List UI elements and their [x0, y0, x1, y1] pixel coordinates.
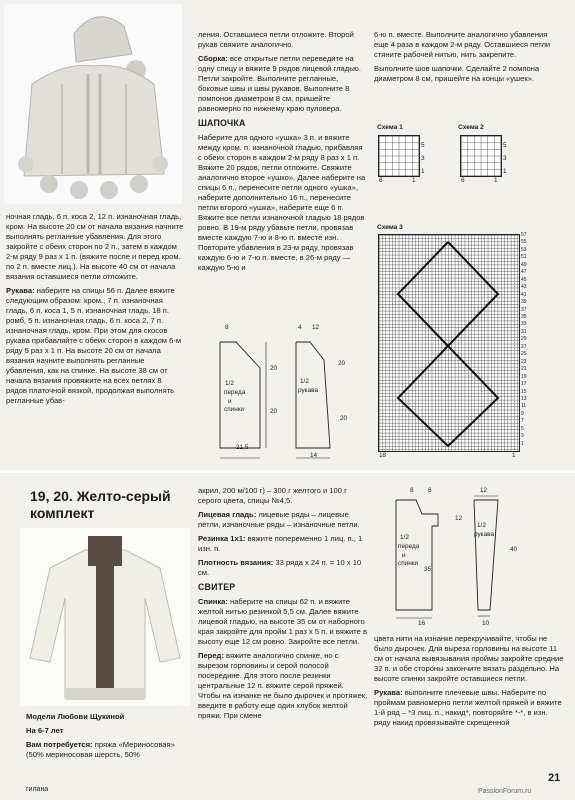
section-2-intro	[26, 712, 194, 764]
paragraph: Выполните шов шапочки. Сделайте 2 помпона диаметром 8 см, пришейте на концы «ушек».	[374, 64, 540, 84]
paragraph	[198, 534, 368, 554]
paragraph-text: выполните плечевые швы. Наберите по проймам равномерно петли желтой пряжей и вяжите 1-й ряд – *3 лиц. п., накид*, повторяйте *-*, в изн. ряду накид провязывайте скрещенной	[374, 688, 562, 728]
scheme-3-row-label: 35	[521, 313, 527, 320]
sweater-illustration	[20, 528, 190, 706]
scheme-1-row-label: 1	[421, 168, 425, 175]
scheme-3-row-label: 23	[521, 358, 527, 365]
scheme-1-col-label: 1	[412, 177, 416, 184]
pattern-sweater-front-back	[384, 492, 464, 622]
paragraph-heading: Спинка:	[198, 596, 228, 606]
pattern-sleeve	[290, 330, 350, 460]
pattern4-label: 40	[510, 546, 518, 553]
scheme-3-row-label: 3	[521, 433, 524, 440]
author-line: Модели Любови Щукиной	[26, 712, 125, 721]
scheme-2-row-label: 5	[503, 142, 507, 149]
scheme-3-row-label: 41	[521, 291, 527, 298]
paragraph	[198, 597, 368, 647]
age-line: На 6-7 лет	[26, 726, 64, 736]
paragraph: цвета нити на изнанке перекручивайте, чтобы не было дырочек. Для выреза горловины на высоте 11 см от начала вывязывания проймы закройте средние 32 п. и обе стороны закончите вязать раздельно. На высоте спинки закройте оставшиеся петли.	[374, 634, 564, 684]
scheme-3-row-label: 39	[521, 299, 527, 306]
pattern3-label: спинки	[398, 560, 419, 567]
pattern3-label: переда	[398, 543, 420, 550]
section-heading-sweater: СВИТЕР	[198, 582, 236, 593]
scheme-3-row-label: 13	[521, 395, 527, 402]
scheme-3-row-label: 47	[521, 269, 527, 276]
paragraph: 6-ю п. вместе. Выполните аналогично убавления еще 4 раза в каждом 2-м ряду. Оставшиеся петли стяните рабочей нитью, нить закрепите.	[374, 30, 551, 60]
scheme-3-row-label: 19	[521, 373, 527, 380]
pattern-front-back	[210, 330, 290, 460]
scheme-1-col-label: 6	[379, 177, 383, 184]
section-divider	[0, 470, 575, 473]
pattern1-label: 20	[270, 365, 278, 372]
scheme-3-row-label: 17	[521, 381, 527, 388]
paragraph: Наберите для одного «ушка» 3 п. и вяжите между кром. п. изнаночной гладью, прибавляя с обеих сторон в каждом 2-м ряду 8 раз х 1 п. Вяжите 20 рядов, петли отложите. Свяжите аналогично второе «ушко». Далее наберите на спицы 6 п., перенесите петли одного «ушка», наберите дополнительно 16 п., перенесите петли второго «ушка», наберите еще 6 п. Вяжите все петли изнаночной гладью 18 рядов ровно. В 19-м ряду убавьте петли, провязав вместе каждую 7-ю и 8-ю п. вместе изн. Повторите убавления в 23-м ряду, провязав каждую 6-ю и 7-ю п. вместе, в 26-м ряду — каждую 5-ю и	[198, 132, 366, 272]
scheme-3-row-label: 51	[521, 254, 527, 261]
scheme-2-grid	[460, 135, 502, 177]
scheme-3-row-label: 9	[521, 410, 524, 417]
pattern2-label: рукава	[298, 387, 319, 394]
pattern3-label: 1/2	[400, 534, 409, 541]
paragraph-text: вяжите аналогично спинке, но с вырезом горловины и серой полосой посередине. Для этого после резинки центральные 12 п. вяжите серой пряжей. Чтобы на изнанке не было дырочек и протяжек, введите в работу еще один клубок желтой пряжи. При смене	[198, 650, 368, 720]
scheme-3-row-label: 15	[521, 388, 527, 395]
paragraph	[374, 688, 564, 728]
sweater-photo	[20, 528, 190, 706]
pattern2-label: 12	[312, 324, 320, 331]
paragraph: акрил, 200 м/100 г) – 300 г желтого и 100 г серого цвета, спицы №4,5.	[198, 486, 347, 506]
scheme-3-row-label: 37	[521, 306, 527, 313]
scheme-3-row-label: 31	[521, 328, 527, 335]
pattern1-label: 1/2	[225, 380, 234, 387]
scheme-3-row-label: 27	[521, 343, 527, 350]
scheme-1-row-label: 5	[421, 142, 425, 149]
scheme-3-row-label: 45	[521, 276, 527, 283]
paragraph-text: лицевые ряды – лицевые петли, изнаночные ряды – изнаночные петли.	[198, 510, 360, 530]
column-3-bottom	[374, 634, 564, 732]
pattern3-label: 8	[410, 487, 414, 494]
paragraph-heading: Перед:	[198, 650, 224, 660]
paragraph-heading: Рукава:	[6, 286, 35, 296]
pattern2-label: 20	[340, 415, 348, 422]
paragraph-text: пряжа «Мериносовая» (50% мериносовая шерсть, 50%	[26, 740, 175, 760]
pattern1-label: спинки	[224, 406, 245, 413]
scheme-1-title: Схема 1	[377, 124, 403, 131]
pullover-illustration	[4, 4, 182, 204]
scheme-1-row-label: 3	[421, 155, 425, 162]
pattern2-label: 1/2	[300, 378, 309, 385]
title-line: 19, 20. Желто-серый	[30, 488, 171, 504]
paragraph-text: наберите на спицы 62 п. и вяжите желтой нитью резинкой 5,5 см. Далее вяжите лицевой гладью, на высоте 35 см от наборного края закройте для пройм 1 раз х 5 п. и вяжите в высоту еще 12 см ровно. Закройте все петли.	[198, 596, 367, 646]
scheme-3-diamond-motif	[378, 234, 518, 450]
pattern4-label: 1/2	[477, 522, 486, 529]
scheme-3-col-label: 18	[379, 452, 387, 459]
scheme-3-row-label: 21	[521, 366, 527, 373]
paragraph-heading: Плотность вязания:	[198, 558, 274, 568]
scheme-3-row-label: 33	[521, 321, 527, 328]
scheme-3-col-label: 1	[512, 452, 516, 459]
column-3-top	[374, 30, 562, 88]
paragraph-text: 33 ряда х 24 п. = 10 х 10 см.	[198, 558, 362, 578]
pattern3-label: 6	[428, 487, 432, 494]
paragraph: ночная гладь, 6 п. коса 2, 12 п. изнаночная гладь, кром. На высоте 20 см от начала вязания начните выполнять регланные убавления. Для этого закройте с обеих сторон по 2 п., затем в каждом 2-м ряду 9 раз х 1 п. (вяжите после и перед кром. по 2 п. вместе лиц.). На высоте 40 см от начала вязания оставшиеся петли отложите.	[6, 212, 184, 282]
page-number: 21	[548, 772, 561, 784]
pattern3-label: 35	[424, 566, 432, 573]
scheme-3-row-label: 53	[521, 246, 527, 253]
pattern2-label: 14	[310, 452, 318, 459]
scheme-3-row-label: 11	[521, 403, 527, 410]
scheme-3-row-label: 29	[521, 336, 527, 343]
pattern3-label: 12	[455, 515, 463, 522]
scheme-1-grid	[378, 135, 420, 177]
paragraph	[198, 54, 368, 114]
section-heading-hat: ШАПОЧКА	[198, 118, 246, 129]
paragraph-text: вяжите попеременно 1 лиц. п., 1 изн. п.	[198, 534, 363, 554]
paragraph	[26, 740, 194, 760]
pattern1-label: переда	[224, 389, 246, 396]
paragraph-heading: Рукава:	[374, 688, 403, 698]
paragraph-text: наберите на спицы 56 п. Далее вяжите следующим образом: кром., 7 п. изнаночная гладь, 6 п. коса 1, 5 п. изнаночная гладь, 18 п. ромб, 5 п. изнаночная гладь, 6 п. коса 2, 7 п. изнаночная гладь, кром. При этом для скосов рукава прибавляйте с обеих сторон в каждом 6-м ряду 5 раз х 1 п. На высоте 20 см от начала вязания начните выполнять регланные убавления, как на спинке. На высоте 38 см от начала вязания провяжите на всех петлях 8 рядов платочной вязкой, продолжая выполнять регланные убав-	[6, 286, 182, 406]
scheme-2-title: Схема 2	[458, 124, 484, 131]
scheme-3-title: Схема 3	[377, 224, 403, 231]
scheme-2-row-label: 3	[503, 155, 507, 162]
pattern4-label: 10	[482, 620, 490, 627]
pattern4-label: рукава	[474, 531, 495, 538]
footer-watermark: PassionForum.ru	[478, 788, 532, 795]
paragraph-heading: Лицевая гладь:	[198, 510, 257, 520]
pattern1-label: 21,5	[236, 444, 249, 451]
scheme-3-row-label: 5	[521, 425, 524, 432]
pattern1-label: 20	[270, 408, 278, 415]
scheme-3-row-label: 49	[521, 261, 527, 268]
footer-brand: гилана	[26, 786, 49, 793]
scheme-3-row-label: 25	[521, 351, 527, 358]
paragraph: ления. Оставшиеся петли отложите. Второй рукав свяжите аналогично.	[198, 30, 354, 50]
pattern3-label: и	[402, 552, 406, 559]
column-2-top	[198, 30, 368, 277]
pattern1-label: и	[228, 398, 232, 405]
pattern4-label: 12	[480, 487, 488, 494]
scheme-3-row-label: 43	[521, 284, 527, 291]
scheme-3-row-label: 7	[521, 418, 524, 425]
column-2-bottom	[198, 486, 368, 725]
paragraph	[198, 510, 368, 530]
scheme-3-row-labels	[521, 232, 535, 448]
scheme-2-col-label: 6	[461, 177, 465, 184]
pattern2-label: 4	[298, 324, 302, 331]
pullover-photo	[4, 4, 182, 204]
paragraph	[198, 651, 368, 721]
pattern3-label: 16	[418, 620, 426, 627]
paragraph	[6, 286, 184, 406]
pattern-sweater-sleeve	[470, 492, 530, 622]
section-2-title	[30, 488, 200, 522]
column-1-top	[6, 212, 184, 410]
paragraph-heading: Резинка 1х1:	[198, 534, 246, 544]
paragraph-text: все открытые петли переведите на одну спицу и вяжите 9 рядов лицевой гладью. Петли закройте. Выполните регланные, боковые швы и швы рукавов. Выполните 8 помпонов диаметром 8 см, пришейте равномерно по нижнему краю пуловера.	[198, 54, 361, 114]
pattern2-label: 20	[338, 360, 346, 367]
paragraph	[198, 558, 368, 578]
title-line: комплект	[30, 504, 95, 521]
scheme-2-row-label: 1	[503, 168, 507, 175]
paragraph-heading: Вам потребуется:	[26, 740, 93, 750]
paragraph-heading: Сборка:	[198, 54, 228, 64]
scheme-3-row-label: 57	[521, 232, 527, 238]
pattern1-label: 8	[225, 324, 229, 331]
scheme-2-col-label: 1	[494, 177, 498, 184]
scheme-3-row-label: 1	[521, 440, 524, 447]
scheme-3-row-label: 55	[521, 239, 527, 246]
